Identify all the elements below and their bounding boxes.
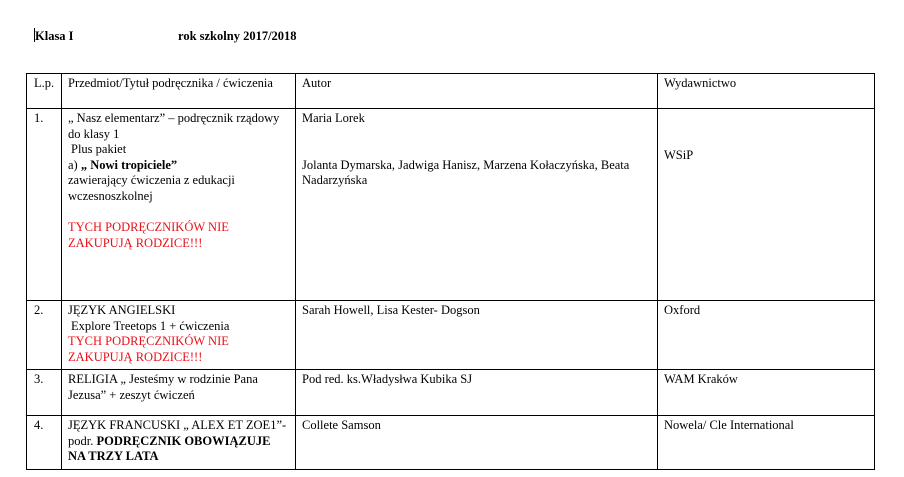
subject-package: Plus pakiet [71,142,127,156]
subject-exercise-title: „ Nowi tropiciele” [80,157,178,172]
column-header-publisher: Wydawnictwo [658,74,875,109]
subject-exercise [68,158,289,174]
table-row [27,109,875,301]
school-year: rok szkolny 2017/2018 [178,29,297,43]
row-number: 1. [27,109,62,301]
subject-title: JĘZYK ANGIELSKI [68,303,176,317]
author-cell: Sarah Howell, Lisa Kester- Dogson [296,301,658,370]
column-header-lp: L.p. [27,74,62,109]
class-label: Klasa I [35,29,74,43]
author-cell: Collete Samson [296,416,658,470]
subject-cell: RELIGIA „ Jesteśmy w rodzinie Pana Jezusa” + zeszyt ćwiczeń [62,370,296,416]
publisher-cell [658,109,875,301]
table-row [27,370,875,416]
row-number: 3. [27,370,62,416]
subject-cell [62,109,296,301]
subject-validity-note: PODRĘCZNIK OBOWIĄZUJE NA TRZY LATA [68,433,271,463]
publisher-cell: WAM Kraków [658,370,875,416]
textbook-table [26,73,875,470]
purchase-notice: TYCH PODRĘCZNIKÓW NIE ZAKUPUJĄ RODZICE!!! [68,220,229,250]
row-number: 2. [27,301,62,370]
column-header-author: Autor [296,74,658,109]
table-row [27,301,875,370]
subject-exercise-prefix: a) [68,157,81,172]
publisher-cell: Oxford [658,301,875,370]
row-number: 4. [27,416,62,470]
subject-title: „ Nasz elementarz” – podręcznik rządowy do klasy 1 [68,111,280,141]
subject-cell [62,416,296,470]
author-cell: Pod red. ks.Władysłwa Kubika SJ [296,370,658,416]
purchase-notice: TYCH PODRĘCZNIKÓW NIE ZAKUPUJĄ RODZICE!!! [68,334,229,364]
table-row [27,416,875,470]
publisher-name: WSiP [664,148,694,162]
table-header-row [27,74,875,109]
subject-title: JĘZYK FRANCUSKI „ ALEX ET ZOE1”- podr. [68,418,287,448]
subject-cell [62,301,296,370]
subject-book: Explore Treetops 1 + ćwiczenia [71,318,230,333]
document-header [34,28,297,44]
author-names-exercise: Jolanta Dymarska, Jadwiga Hanisz, Marzena Kołaczyńska, Beata Nadarzyńska [302,157,630,187]
author-cell [296,109,658,301]
subject-exercise-desc: zawierający ćwiczenia z edukacji wczesnoszkolnej [68,173,235,203]
author-name: Maria Lorek [302,111,365,125]
publisher-cell: Nowela/ Cle International [658,416,875,470]
column-header-subject: Przedmiot/Tytuł podręcznika / ćwiczenia [62,74,296,109]
